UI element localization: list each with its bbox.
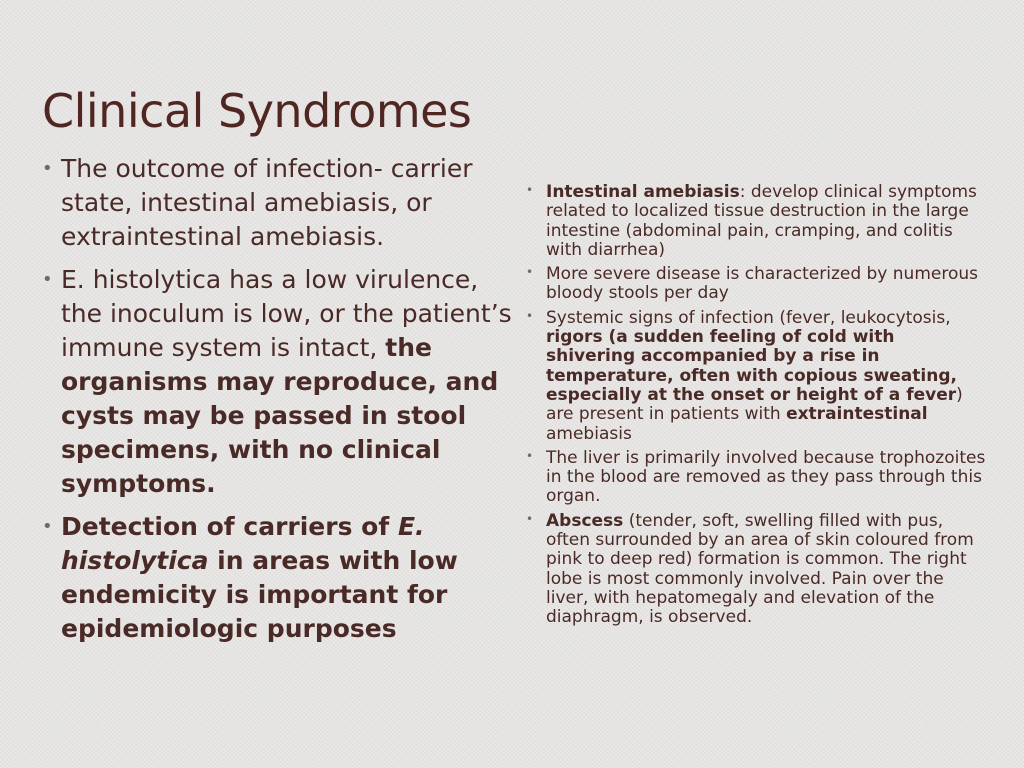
bullet-text: (tender, soft, swelling filled with pus, often surrounded by an area of skin coloured from pink to deep red) formation is common. The right lobe is most commonly involved. Pain over the liver, with hepatomegaly and elevation of the diaphragm, is observed. (546, 510, 974, 628)
left-bullet-2 (42, 263, 512, 501)
slide-title: Clinical Syndromes (42, 84, 472, 138)
bullet-bold-text: the organisms may reproduce, and cysts may be passed in stool specimens, with no clinical symptoms. (61, 333, 499, 498)
bullet-bold-text: Abscess (546, 510, 624, 531)
left-bullet-list (42, 152, 512, 655)
left-bullet-1 (42, 152, 512, 254)
right-bullet-1 (526, 183, 986, 260)
bullet-bold-text: rigors (a sudden feeling of cold with shivering accompanied by a rise in temperature, often with copious sweating, especially at the onset or height of a fever (546, 327, 957, 405)
bullet-text: amebiasis (546, 423, 632, 444)
bullet-text: More severe disease is characterized by numerous bloody stools per day (546, 264, 978, 304)
right-bullet-2 (526, 265, 986, 304)
bullet-text: The liver is primarily involved because trophozoites in the blood are removed as they pass through this organ. (546, 447, 986, 507)
bullet-text: ) are present in patients with (546, 384, 963, 425)
bullet-bold-text: Detection of carriers of (61, 512, 398, 541)
right-bullet-4 (526, 449, 986, 507)
bullet-italic-bold-text: E. histolytica (61, 512, 425, 575)
bullet-dot-icon: • (526, 448, 534, 463)
bullet-bold-text: extraintestinal (786, 404, 928, 425)
bullet-dot-icon: • (42, 269, 53, 290)
bullet-dot-icon: • (526, 183, 534, 197)
bullet-dot-icon: • (526, 511, 534, 526)
bullet-dot-icon: • (42, 516, 53, 537)
right-bullet-list (526, 183, 986, 633)
bullet-bold-text: Intestinal amebiasis (546, 182, 740, 202)
bullet-dot-icon: • (526, 265, 534, 280)
bullet-text: E. histolytica has a low virulence, the inoculum is low, or the patient’s immune system is intact, (61, 265, 512, 362)
bullet-text: The outcome of infection- carrier state, intestinal amebiasis, or extraintestinal amebiasis. (61, 154, 473, 251)
right-bullet-5 (526, 512, 986, 628)
bullet-text: : develop clinical symptoms related to localized tissue destruction in the large intestine (abdominal pain, cramping, and colitis with diarrhea) (546, 182, 977, 260)
bullet-bold-text: in areas with low endemicity is important for epidemiologic purposes (61, 546, 458, 643)
bullet-text: Systemic signs of infection (fever, leukocytosis, (546, 307, 951, 328)
bullet-dot-icon: • (526, 308, 534, 323)
right-bullet-3 (526, 309, 986, 444)
bullet-dot-icon: • (42, 158, 53, 179)
left-bullet-3 (42, 510, 512, 646)
